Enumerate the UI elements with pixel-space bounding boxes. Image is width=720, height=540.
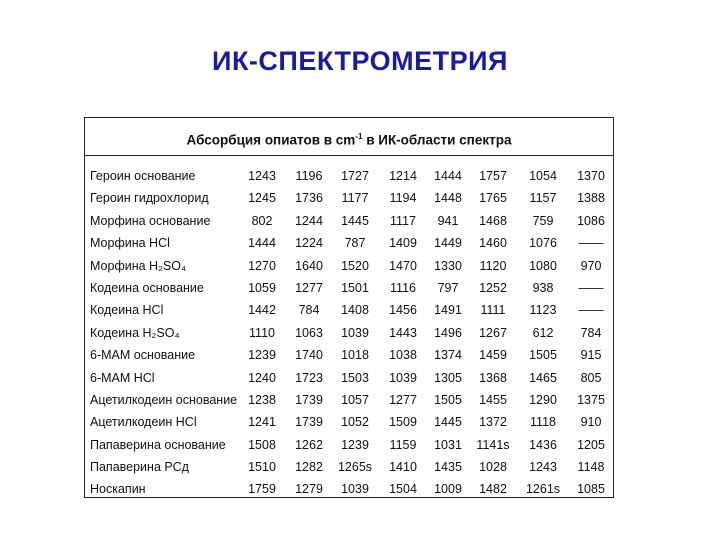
slide-title: ИК-СПЕКТРОМЕТРИЯ [212, 46, 508, 76]
absorption-value: 797 [437, 280, 459, 295]
absorption-value: 1765 [479, 191, 507, 206]
absorption-value: 915 [580, 348, 602, 363]
absorption-value: 1444 [434, 169, 462, 183]
absorption-value: 1468 [479, 213, 507, 228]
absorption-value: 805 [580, 370, 602, 385]
absorption-value: 1279 [295, 482, 323, 497]
absorption-value: 1388 [577, 191, 605, 206]
absorption-value: 1054 [529, 169, 557, 183]
absorption-value: 1375 [577, 392, 605, 407]
table-row [85, 277, 613, 299]
absorption-value: 1086 [577, 213, 605, 228]
absorption-value: 1374 [434, 348, 462, 363]
substance-name: Кодеина H₂SO₄ [90, 325, 180, 340]
absorption-value: 759 [532, 213, 554, 228]
absorption-value: 1435 [434, 460, 462, 475]
absorption-value: 1505 [529, 348, 557, 363]
absorption-value: 1148 [577, 460, 605, 475]
absorption-value: 1239 [341, 437, 369, 452]
absorption-value: 1445 [434, 415, 462, 430]
absorption-value: 1118 [530, 415, 556, 430]
absorption-value: 1465 [529, 370, 557, 385]
absorption-value: 1740 [295, 348, 323, 363]
table-row [85, 434, 613, 456]
absorption-value: 612 [532, 325, 554, 340]
absorption-value: 1028 [479, 460, 507, 475]
absorption-value: —— [578, 280, 604, 295]
absorption-value: 1205 [577, 437, 605, 452]
absorption-value: —— [578, 303, 604, 318]
table-body [85, 165, 613, 501]
absorption-value: 1282 [295, 460, 323, 475]
absorption-value: 1445 [341, 213, 369, 228]
absorption-value: 1496 [434, 325, 462, 340]
absorption-value: 1330 [434, 258, 462, 273]
caption-superscript: -1 [355, 132, 363, 141]
absorption-value: 910 [580, 415, 602, 430]
absorption-value: 1261s [525, 482, 561, 497]
absorption-value: 1290 [529, 392, 557, 407]
absorption-value: 1503 [341, 370, 369, 385]
substance-name: Кодеина HCl [90, 303, 164, 318]
absorption-value: 1510 [248, 460, 276, 475]
absorption-value: 1449 [434, 236, 462, 251]
absorption-value: 1277 [295, 280, 323, 295]
absorption-value: 1267 [479, 325, 507, 340]
table-row [85, 322, 613, 344]
absorption-value: 1277 [389, 392, 417, 407]
absorption-value: 1039 [341, 482, 369, 497]
absorption-value: 1759 [248, 482, 276, 497]
absorption-value: 1508 [248, 437, 276, 452]
absorption-value: 1727 [341, 169, 369, 183]
absorption-value: 1039 [341, 325, 369, 340]
absorption-value: 1194 [389, 191, 417, 206]
absorption-value: 1723 [295, 370, 323, 385]
table-row [85, 187, 613, 209]
absorption-value: 1491 [434, 303, 462, 318]
absorption-value: 1459 [479, 348, 507, 363]
absorption-value: 1265s [337, 460, 373, 475]
absorption-value: 1470 [389, 258, 417, 273]
absorption-value: 1252 [479, 280, 507, 295]
absorption-value: 1739 [295, 392, 323, 407]
absorption-value: 1245 [248, 191, 276, 206]
absorption-value: 938 [532, 280, 554, 295]
absorption-value: 1456 [389, 303, 417, 318]
absorption-value: 1031 [434, 437, 462, 452]
absorption-value: 1214 [389, 169, 417, 183]
table-row [85, 478, 613, 500]
absorption-value: 1410 [389, 460, 417, 475]
substance-name: Морфина HCl [90, 236, 170, 251]
table-caption [85, 118, 613, 156]
table-row [85, 165, 613, 187]
absorption-value: 1757 [479, 169, 507, 183]
absorption-value: 1436 [529, 437, 557, 452]
absorption-value: 1141s [476, 437, 510, 452]
substance-name: Героин гидрохлорид [90, 191, 209, 206]
absorption-value: 1501 [341, 280, 369, 295]
absorption-value: 1739 [295, 415, 323, 430]
absorption-value: 1520 [341, 258, 369, 273]
absorption-value: 1157 [529, 191, 557, 206]
substance-name: Кодеина основание [90, 280, 204, 295]
absorption-value: 1038 [389, 348, 417, 363]
absorption-value: 1120 [479, 258, 507, 273]
absorption-value: 941 [437, 213, 459, 228]
absorption-value: 1262 [295, 437, 323, 452]
absorption-value: 1443 [389, 325, 417, 340]
absorption-value: 1224 [295, 236, 323, 251]
absorption-value: 1240 [248, 370, 276, 385]
absorption-value: 802 [251, 213, 273, 228]
absorption-value: 1117 [390, 213, 416, 228]
absorption-table [84, 117, 614, 498]
absorption-value: 1504 [389, 482, 417, 497]
absorption-value: 1244 [295, 213, 323, 228]
substance-name: Носкапин [90, 482, 146, 497]
substance-name: Ацетилкодеин основание [90, 392, 238, 407]
absorption-value: 1123 [529, 303, 557, 318]
absorption-value: 1052 [341, 415, 369, 430]
absorption-value: 1482 [479, 482, 507, 497]
absorption-value: 1243 [248, 169, 276, 183]
substance-name: 6-МАМ HCl [90, 370, 155, 385]
absorption-value: 1372 [479, 415, 507, 430]
absorption-value: 1241 [248, 415, 276, 430]
substance-name: Морфина основание [90, 213, 211, 228]
absorption-value: 1111 [480, 303, 506, 318]
substance-name: Папаверина основание [90, 437, 226, 452]
table-row [85, 232, 613, 254]
absorption-value: 1080 [529, 258, 557, 273]
substance-name: Морфина H₂SO₄ [90, 258, 187, 273]
table-row [85, 344, 613, 366]
absorption-value: 1009 [434, 482, 462, 497]
absorption-value: —— [578, 236, 604, 251]
absorption-value: 1063 [295, 325, 323, 340]
absorption-value: 1116 [390, 280, 416, 295]
absorption-value: 1270 [248, 258, 276, 273]
absorption-value: 1736 [295, 191, 323, 206]
absorption-value: 1305 [434, 370, 462, 385]
substance-name: Ацетилкодеин HCl [90, 415, 197, 430]
absorption-value: 1110 [249, 325, 275, 340]
absorption-value: 1370 [577, 169, 605, 183]
table-row [85, 210, 613, 232]
absorption-value: 1076 [529, 236, 557, 251]
absorption-value: 1448 [434, 191, 462, 206]
absorption-value: 1085 [577, 482, 605, 497]
substance-name: Героин основание [90, 169, 196, 183]
absorption-value: 1159 [389, 437, 417, 452]
absorption-value: 784 [298, 303, 320, 318]
absorption-value: 1238 [248, 392, 276, 407]
absorption-value: 1408 [341, 303, 369, 318]
absorption-value: 970 [580, 258, 602, 273]
absorption-value: 787 [344, 236, 366, 251]
table-row [85, 389, 613, 411]
absorption-value: 1039 [389, 370, 417, 385]
absorption-value: 1460 [479, 236, 507, 251]
absorption-value: 1455 [479, 392, 507, 407]
absorption-value: 1409 [389, 236, 417, 251]
absorption-value: 784 [580, 325, 602, 340]
table-row [85, 299, 613, 321]
absorption-value: 1444 [248, 236, 276, 251]
absorption-value: 1505 [434, 392, 462, 407]
table-row [85, 255, 613, 277]
table-row [85, 411, 613, 433]
absorption-value: 1196 [295, 169, 323, 183]
absorption-value: 1243 [529, 460, 557, 475]
absorption-value: 1018 [341, 348, 369, 363]
absorption-value: 1239 [248, 348, 276, 363]
absorption-value: 1640 [295, 258, 323, 273]
table-row [85, 367, 613, 389]
absorption-value: 1177 [341, 191, 369, 206]
substance-name: 6-МАМ основание [90, 348, 196, 363]
caption-start: Абсорбция опиатов в cm [186, 132, 356, 148]
absorption-value: 1368 [479, 370, 507, 385]
absorption-value: 1057 [341, 392, 369, 407]
absorption-value: 1059 [248, 280, 276, 295]
caption-end: в ИК-области спектра [362, 132, 512, 148]
substance-name: Папаверина РСд [90, 460, 189, 475]
absorption-value: 1442 [248, 303, 276, 318]
table-row [85, 456, 613, 478]
absorption-value: 1509 [389, 415, 417, 430]
